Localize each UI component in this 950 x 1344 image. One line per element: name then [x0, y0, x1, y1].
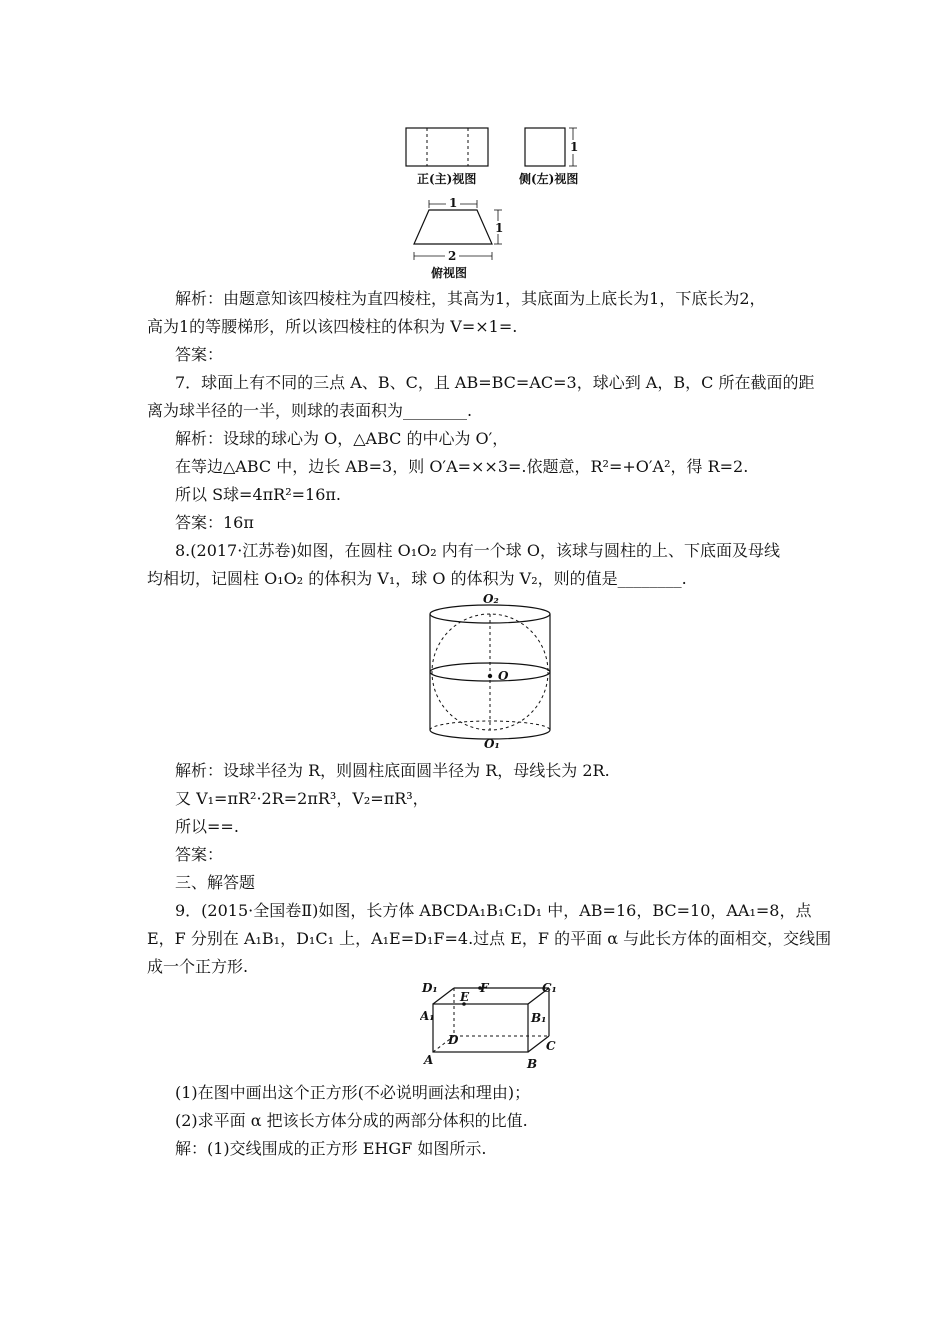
label-c1: C₁: [542, 982, 557, 995]
q7-analysis-line-1: 解析：设球的球心为 O，△ABC 的中心为 O′，: [175, 429, 509, 448]
q9-stem-line-2: E，F 分别在 A₁B₁，D₁C₁ 上，A₁E=D₁F=4.过点 E，F 的平面 α 与此长方体的面相交，交线围: [147, 929, 832, 948]
q9-solution-line-1: 解：(1)交线围成的正方形 EHGF 如图所示.: [175, 1139, 487, 1158]
q8-stem-line-2: 均相切，记圆柱 O₁O₂ 的体积为 V₁，球 O 的体积为 V₂，则的值是________.: [147, 569, 687, 588]
q6-answer: 答案：: [175, 345, 224, 364]
label-o: O: [498, 669, 509, 683]
side-view: [525, 128, 565, 166]
side-view-caption: 侧(左)视图: [519, 172, 579, 186]
q7-answer: 答案：16π: [175, 513, 254, 532]
label-o1: O₁: [484, 737, 500, 750]
top-height-label: 1: [495, 221, 504, 235]
section-heading: 三、解答题: [175, 873, 256, 892]
q8-analysis-line-3: 所以==.: [175, 817, 239, 836]
q7-stem-line-1: 7．球面上有不同的三点 A、B、C，且 AB=BC=AC=3，球心到 A，B，C 所在截面的距: [175, 373, 815, 392]
q9-stem-line-1: 9．(2015·全国卷Ⅱ)如图，长方体 ABCDA₁B₁C₁D₁ 中，AB=16，BC=10，AA₁=8，点: [175, 901, 812, 920]
label-b: B: [527, 1057, 538, 1071]
label-o2: O₂: [483, 592, 499, 606]
top-width-label: 1: [449, 196, 458, 210]
q6-analysis-line-2: 高为1的等腰梯形，所以该四棱柱的体积为 V=×1=.: [147, 317, 518, 336]
top-view-caption: 俯视图: [431, 266, 468, 280]
q9-stem-line-3: 成一个正方形.: [147, 957, 249, 976]
q8-analysis-line-2: 又 V₁=πR²·2R=2πR³，V₂=πR³，: [175, 789, 429, 808]
label-c: C: [546, 1039, 556, 1053]
front-view: [406, 128, 488, 166]
label-a: A: [424, 1053, 434, 1067]
q6-analysis-line-1: 解析：由题意知该四棱柱为直四棱柱，其高为1，其底面为上底长为1，下底长为2，: [175, 289, 766, 308]
front-view-caption: 正(主)视图: [417, 172, 477, 186]
q7-stem-line-2: 离为球半径的一半，则球的表面积为________.: [147, 401, 473, 420]
q9-part-2: (2)求平面 α 把该长方体分成的两部分体积的比值.: [175, 1111, 528, 1130]
q9-part-1: (1)在图中画出这个正方形(不必说明画法和理由)；: [175, 1083, 531, 1102]
q8-analysis-line-1: 解析：设球半径为 R，则圆柱底面圆半径为 R，母线长为 2R.: [175, 761, 610, 780]
q8-answer: 答案：: [175, 845, 224, 864]
q7-analysis-line-2: 在等边△ABC 中，边长 AB=3，则 O′A=××3=.依题意，R²=+O′A²，得 R=2.: [175, 457, 749, 476]
cuboid-figure: [420, 982, 570, 1074]
q7-analysis-line-3: 所以 S球=4πR²=16π.: [175, 485, 341, 504]
cylinder-sphere-figure: [420, 592, 560, 750]
label-d: D: [448, 1033, 459, 1047]
label-d1: D₁: [422, 982, 438, 995]
label-a1: A₁: [420, 1009, 435, 1023]
label-f: F: [480, 982, 489, 995]
three-views-figure: [395, 120, 595, 285]
label-e: E: [460, 990, 470, 1004]
label-b1: B₁: [531, 1011, 547, 1025]
q8-stem-line-1: 8.(2017·江苏卷)如图，在圆柱 O₁O₂ 内有一个球 O，该球与圆柱的上、下底面及母线: [175, 541, 780, 560]
side-height-label: 1: [570, 140, 579, 154]
bottom-width-label: 2: [448, 249, 457, 263]
top-view-trapezoid: [414, 210, 492, 244]
sphere-equator: [430, 663, 550, 681]
